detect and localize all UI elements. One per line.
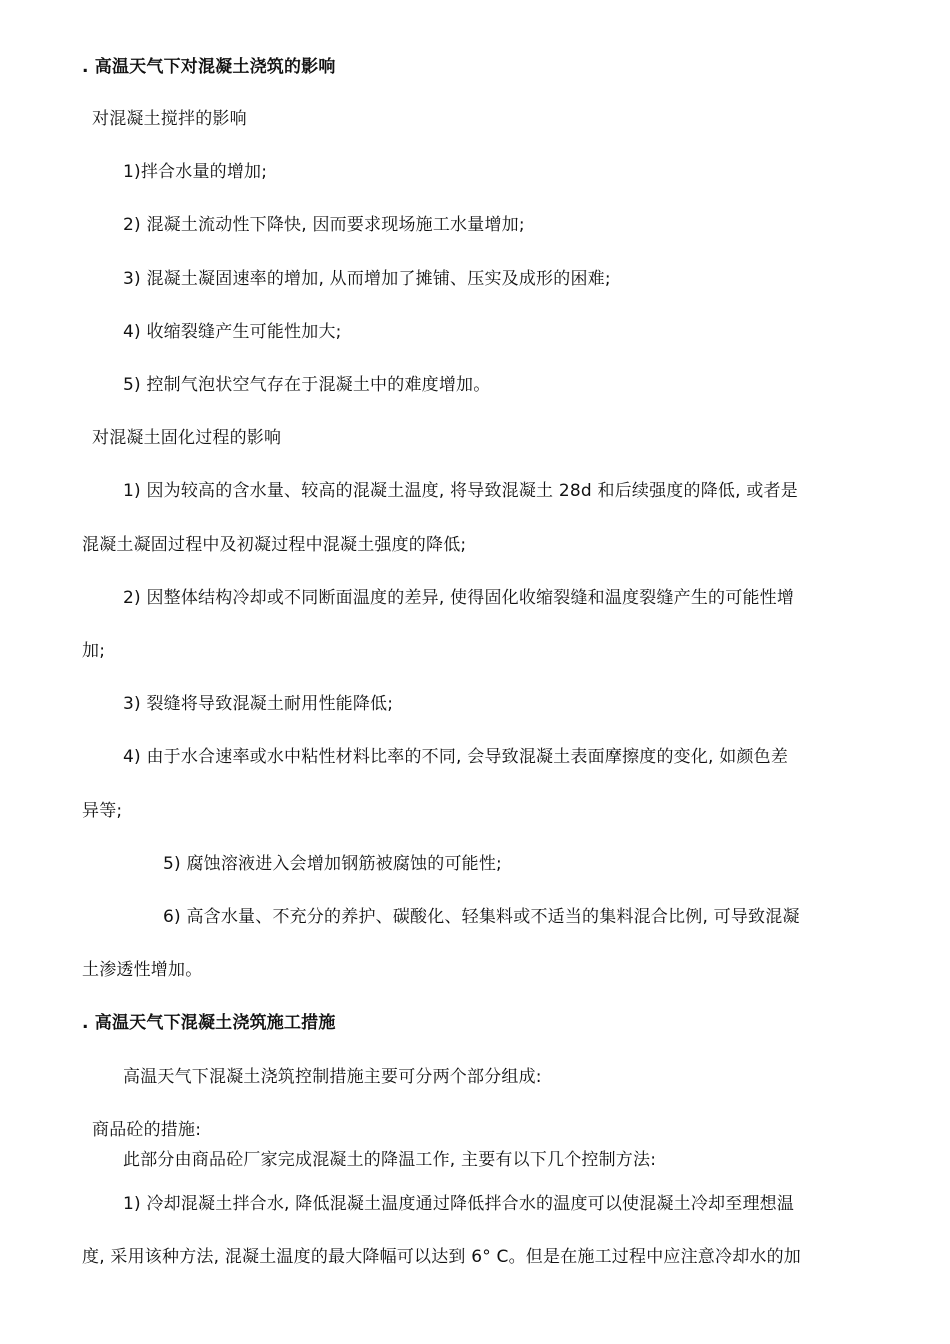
sub1-item-1: 1)拌合水量的增加; (123, 162, 268, 182)
sub1-title: 对混凝土搅拌的影响 (92, 109, 247, 129)
sub2-item-4-line-1: 4) 由于水合速率或水中粘性材料比率的不同, 会导致混凝土表面摩擦度的变化, 如颜色差 (123, 747, 789, 767)
sub2-item-1-line-1: 1) 因为较高的含水量、较高的混凝土温度, 将导致混凝土 28d 和后续强度的降低, 或者是 (123, 481, 798, 501)
sub1-item-2: 2) 混凝土流动性下降快, 因而要求现场施工水量增加; (123, 215, 525, 235)
section2-sub1-intro: 此部分由商品砼厂家完成混凝土的降温工作, 主要有以下几个控制方法: (123, 1150, 657, 1170)
sub2-item-5: 5) 腐蚀溶液进入会增加钢筋被腐蚀的可能性; (163, 854, 502, 874)
section2-item-1-line-1: 1) 冷却混凝土拌合水, 降低混凝土温度通过降低拌合水的温度可以使混凝土冷却至理想温 (123, 1194, 795, 1214)
section1-heading: . 高温天气下对混凝土浇筑的影响 (82, 57, 336, 77)
sub2-item-6-line-2: 土渗透性增加。 (82, 960, 203, 980)
sub2-item-4-line-2: 异等; (82, 801, 123, 821)
sub2-item-2-line-2: 加; (82, 641, 106, 661)
sub2-item-3: 3) 裂缝将导致混凝土耐用性能降低; (123, 694, 394, 714)
section2-intro: 高温天气下混凝土浇筑控制措施主要可分两个部分组成: (123, 1067, 542, 1087)
sub2-item-1-line-2: 混凝土凝固过程中及初凝过程中混凝土强度的降低; (82, 535, 467, 555)
sub1-item-5: 5) 控制气泡状空气存在于混凝土中的难度增加。 (123, 375, 491, 395)
sub1-item-3: 3) 混凝土凝固速率的增加, 从而增加了摊铺、压实及成形的困难; (123, 269, 611, 289)
section2-heading: . 高温天气下混凝土浇筑施工措施 (82, 1013, 336, 1033)
section2-item-1-line-2: 度, 采用该种方法, 混凝土温度的最大降幅可以达到 6° C。但是在施工过程中应注意冷却水的加 (82, 1247, 802, 1267)
sub2-item-6-line-1: 6) 高含水量、不充分的养护、碳酸化、轻集料或不适当的集料混合比例, 可导致混凝 (163, 907, 800, 927)
sub1-item-4: 4) 收缩裂缝产生可能性加大; (123, 322, 342, 342)
section2-sub1-title: 商品砼的措施: (92, 1120, 202, 1140)
sub2-item-2-line-1: 2) 因整体结构冷却或不同断面温度的差异, 使得固化收缩裂缝和温度裂缝产生的可能性增 (123, 588, 795, 608)
sub2-title: 对混凝土固化过程的影响 (92, 428, 282, 448)
